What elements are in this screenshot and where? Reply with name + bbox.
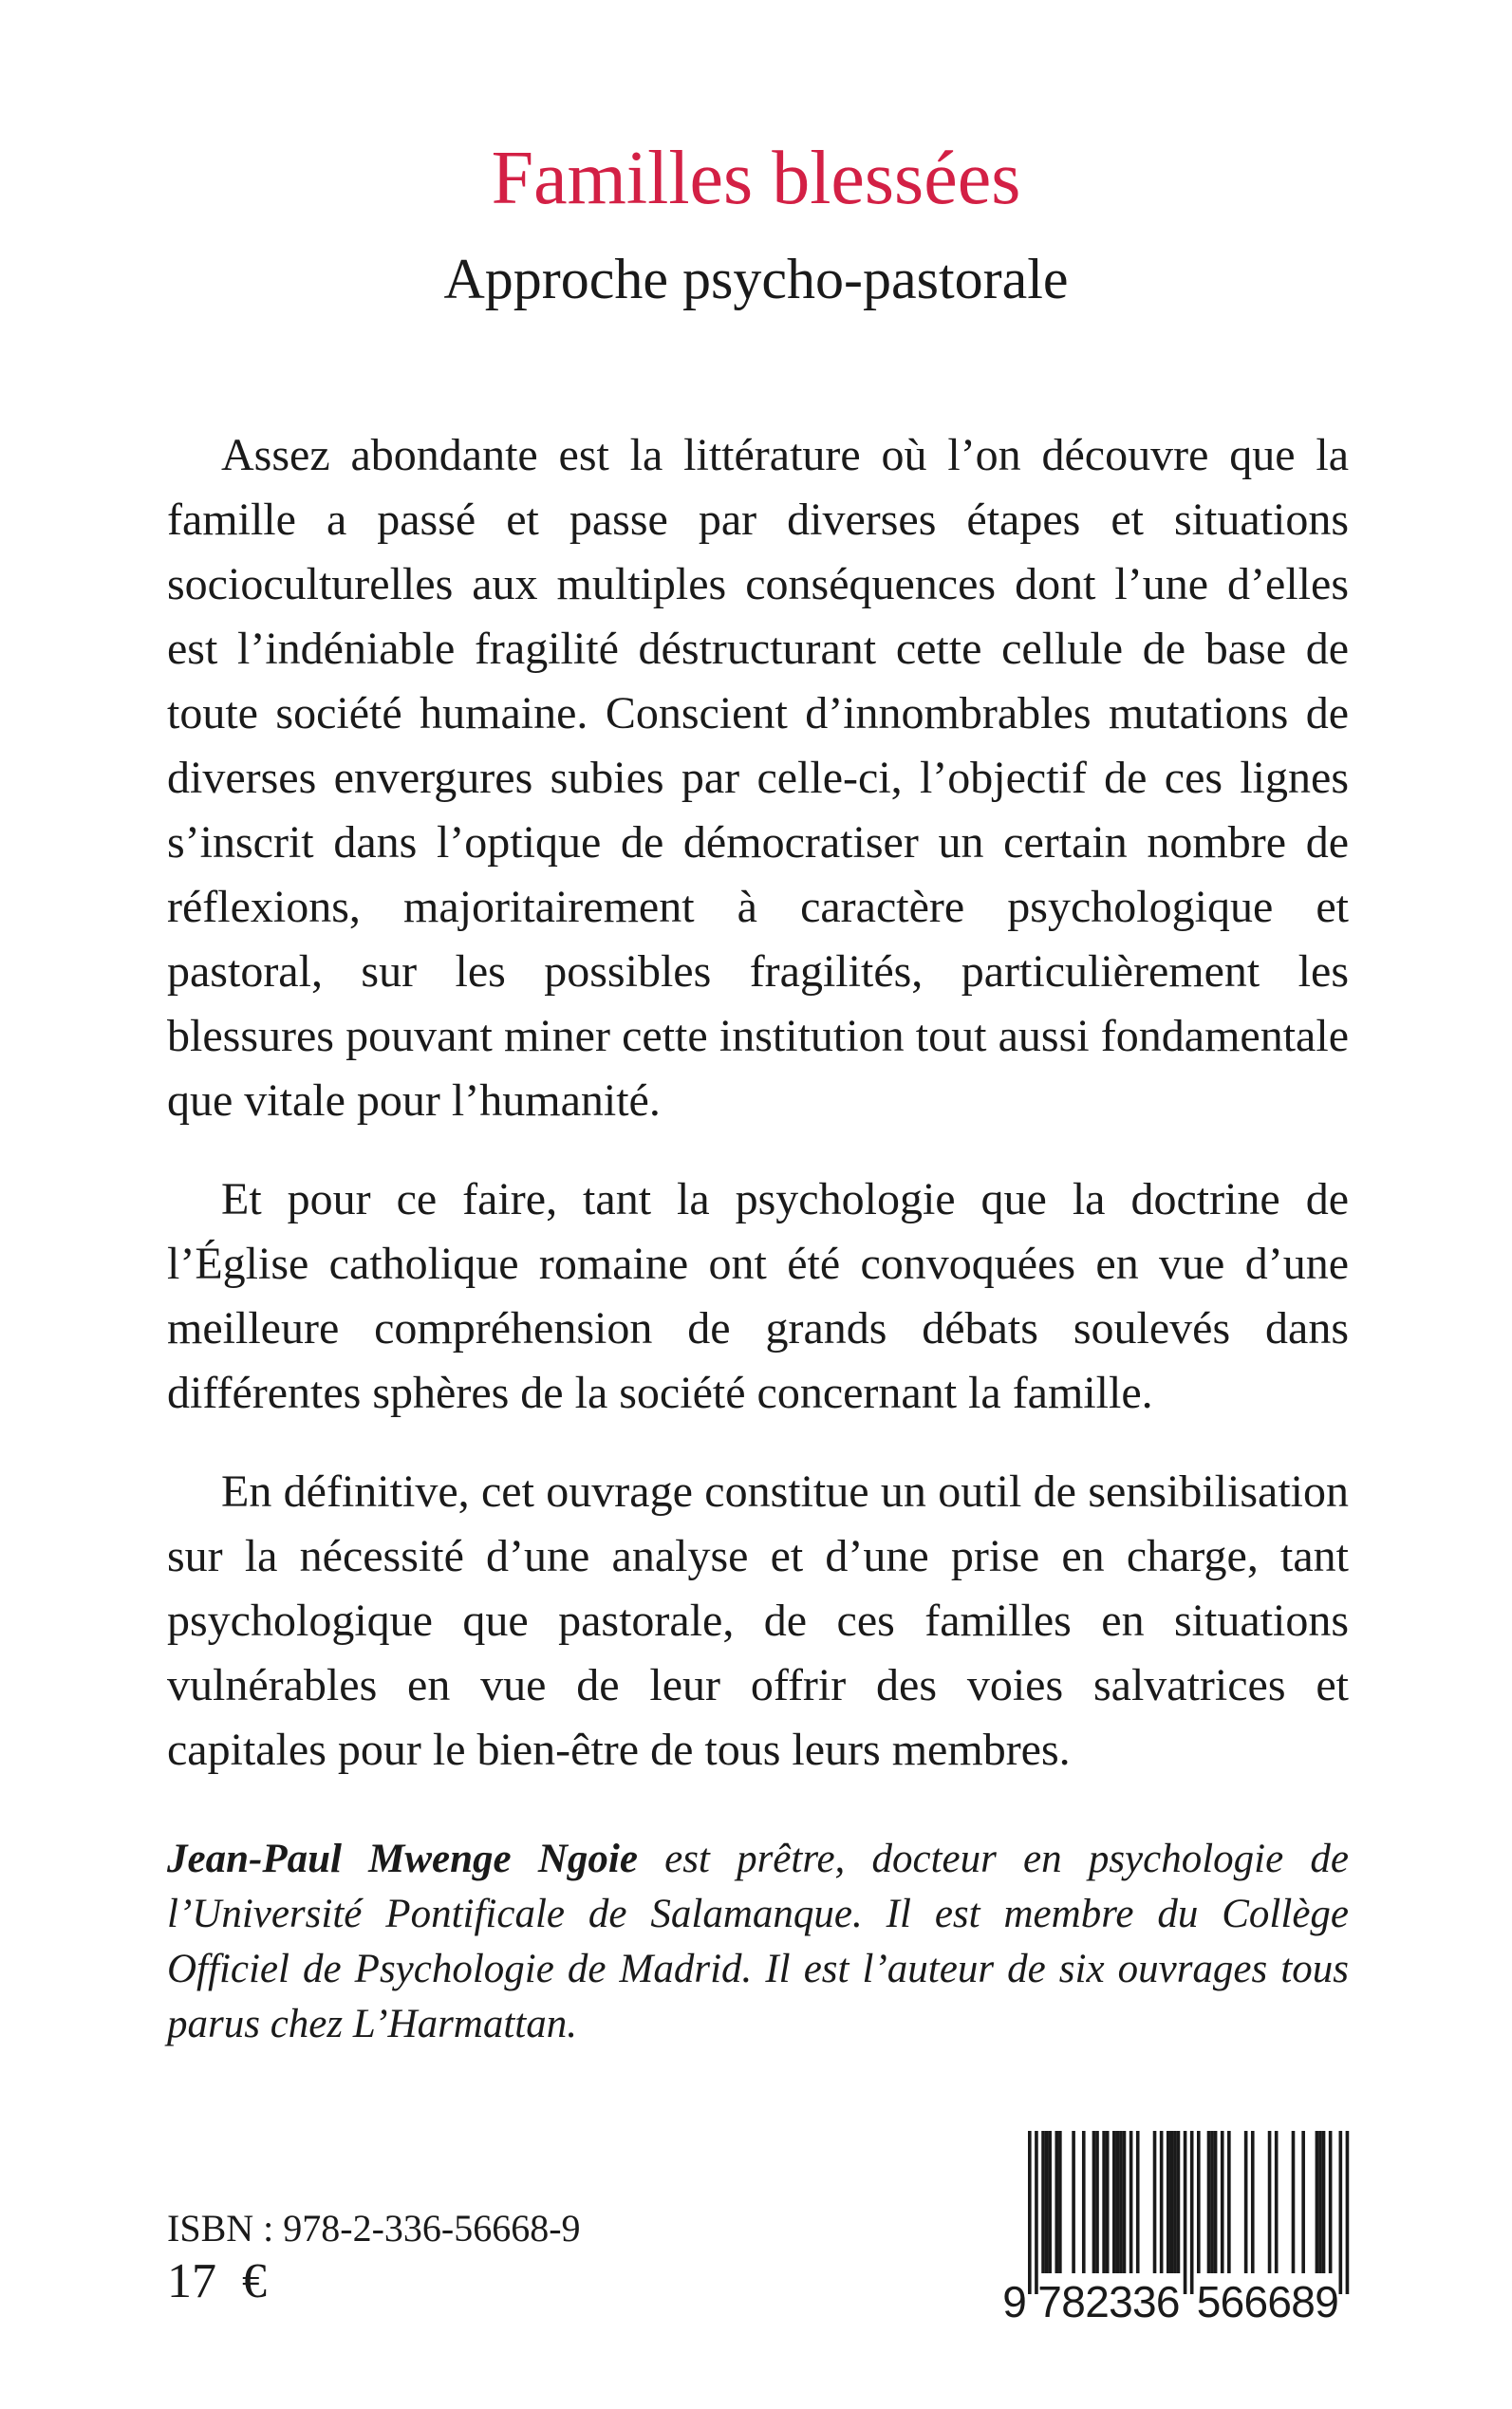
svg-text:9: 9	[1002, 2277, 1027, 2321]
author-bio-text: est prêtre, docteur en psychologie de l’Université Pontificale de Salamanque. Il est membre du Collège Officiel de Psychologie de Madrid. Il est l’auteur de six ouvrages tous parus chez L’Harmattan.	[167, 1837, 1349, 2046]
author-bio	[167, 1832, 1349, 2052]
svg-text:9: 9	[1315, 2277, 1339, 2321]
svg-text:6: 6	[1155, 2277, 1181, 2321]
author-name: Jean-Paul Mwenge Ngoie	[167, 1837, 638, 1881]
synopsis-paragraph-3: En définitive, cet ouvrage constitue un outil de sensibilisation sur la nécessité d’une analyse et d’une prise en charge, tant psychologique que pastorale, de ces familles en situations vulnérables en vue de leur offrir des voies salvatrices et capitales pour le bien-être de tous leurs membres.	[167, 1466, 1349, 1775]
svg-text:7: 7	[1037, 2277, 1062, 2321]
ean13-barcode	[992, 2131, 1353, 2321]
svg-text:8: 8	[1291, 2277, 1316, 2321]
svg-text:2: 2	[1085, 2277, 1110, 2321]
synopsis	[167, 423, 1349, 1817]
book-subtitle: Approche psycho-pastorale	[443, 248, 1069, 310]
synopsis-paragraph-1: Assez abondante est la littérature où l’on découvre que la famille a passé et passe par diverses étapes et situations socioculturelles aux multiples conséquences dont l’une d’elles est l’indéniable fragilité déstructurant cette cellule de base de toute société humaine. Conscient d’innombrables mutations de diverses envergures subies par celle-ci, l’objectif de ces lignes s’inscrit dans l’optique de démocratiser un certain nombre de réflexions, majoritairement à caractère psychologique et pastoral, sur les possibles fragilités, particulièrement les blessures pouvant miner cette institution tout aussi fondamentale que vitale pour l’humanité.	[167, 430, 1349, 1126]
isbn-text: ISBN : 978-2-336-56668-9	[167, 2207, 581, 2250]
book-title: Familles blessées	[491, 137, 1021, 220]
svg-text:3: 3	[1132, 2277, 1157, 2321]
svg-text:8: 8	[1061, 2277, 1086, 2321]
svg-text:6: 6	[1243, 2277, 1269, 2321]
svg-text:3: 3	[1109, 2277, 1133, 2321]
synopsis-paragraph-2: Et pour ce faire, tant la psychologie que la doctrine de l’Église catholique romaine ont été convoquées en vue d’une meilleure compréhension de grands débats soulevés dans différentes sphères de la société concernant la famille.	[167, 1174, 1349, 1418]
svg-text:6: 6	[1220, 2277, 1245, 2321]
svg-text:6: 6	[1267, 2277, 1292, 2321]
price-text: 17 €	[167, 2254, 267, 2308]
svg-text:5: 5	[1196, 2277, 1222, 2321]
